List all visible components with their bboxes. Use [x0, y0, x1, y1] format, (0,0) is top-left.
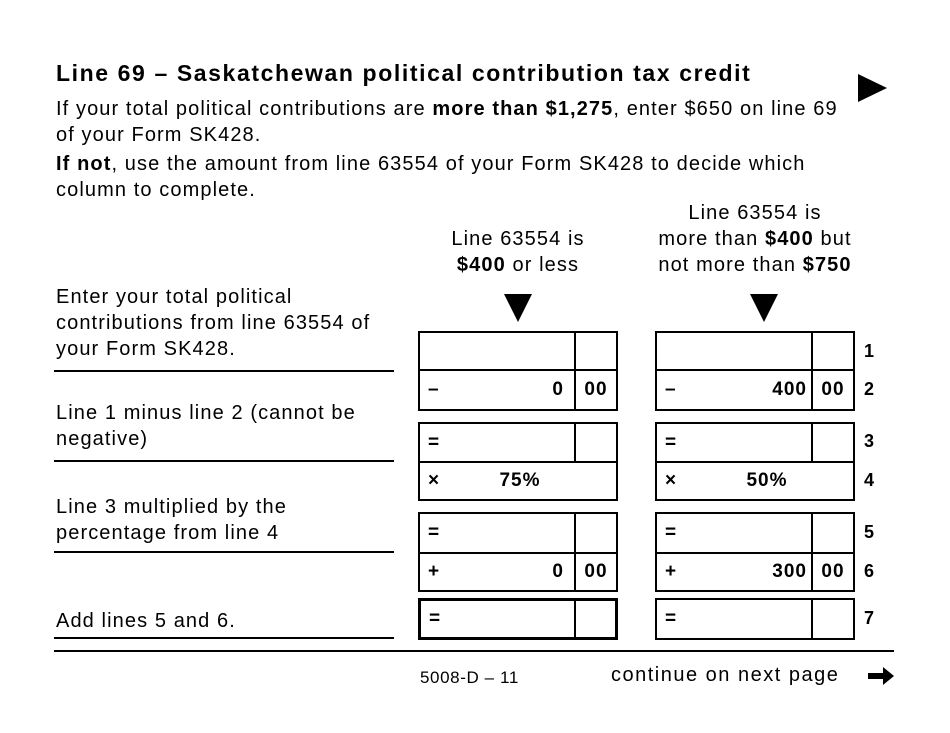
equals-sign: =	[665, 608, 677, 629]
col2-line-2-cents: 00	[821, 379, 845, 400]
column-2-heading-line	[630, 252, 880, 278]
col1-line-1-field[interactable]	[418, 331, 618, 371]
row-label-line-5: Line 3 multiplied by the percentage from line 4	[56, 496, 287, 544]
col2-line-6-cents: 00	[821, 561, 845, 582]
line-number: 3	[864, 431, 875, 451]
col2-line-6-field	[655, 552, 855, 592]
column-1-down-arrow-icon	[504, 294, 532, 322]
row-label-line-7: Add lines 5 and 6.	[56, 610, 236, 632]
col2-line-4-field	[655, 461, 855, 501]
col2-line-2-field	[655, 369, 855, 411]
column-1-heading-line: Line 63554 is	[451, 228, 585, 250]
col2-line-5-field[interactable]	[655, 512, 855, 554]
col2-line-7-field[interactable]	[655, 598, 855, 640]
column-2-text: but	[813, 228, 852, 250]
column-2-heading	[630, 200, 880, 278]
col1-line-5-field[interactable]	[418, 512, 618, 554]
intro-text: , use the amount from line 63554 of your Form SK428 to decide which column to complete.	[56, 153, 806, 201]
col1-line-2-field	[418, 369, 618, 411]
column-1-heading	[418, 226, 618, 278]
row-divider	[54, 460, 394, 462]
row-divider	[54, 551, 394, 553]
column-1-amount: $400	[456, 254, 506, 276]
multiply-sign: ×	[428, 470, 440, 491]
line-number: 5	[864, 522, 875, 542]
row-label-line-1: Enter your total political contributions from line 63554 of your Form SK428.	[56, 286, 371, 360]
intro-bold: If not	[56, 153, 112, 175]
column-2-heading-line	[630, 226, 880, 252]
col1-line-4-field	[418, 461, 618, 501]
right-arrow-icon[interactable]	[866, 664, 896, 688]
col1-line-7-field[interactable]	[418, 598, 618, 640]
column-2-heading-line: Line 63554 is	[688, 202, 822, 224]
col2-line-1-field[interactable]	[655, 331, 855, 371]
intro-text: If your total political contributions are	[56, 98, 433, 120]
equals-sign: =	[665, 431, 677, 453]
equals-sign: =	[665, 522, 677, 543]
section-title: Line 69 – Saskatchewan political contribution tax credit	[56, 60, 752, 86]
next-page-triangle-icon	[858, 74, 887, 102]
col2-line-2-dollars: 400	[772, 379, 807, 400]
col2-line-4-percentage: 50%	[746, 470, 788, 491]
intro-paragraph-2	[56, 151, 856, 203]
col1-line-4-percentage: 75%	[499, 470, 541, 491]
col1-line-2-cents: 00	[584, 379, 608, 400]
col1-line-2-dollars: 0	[552, 379, 564, 400]
plus-sign: +	[428, 561, 440, 582]
equals-sign: =	[429, 608, 441, 629]
row-divider	[54, 370, 394, 372]
intro-paragraph-1	[56, 96, 856, 148]
column-2-text: more than	[658, 228, 765, 250]
multiply-sign: ×	[665, 470, 677, 491]
line-number: 4	[864, 470, 875, 490]
row-label-line-3: Line 1 minus line 2 (cannot be negative)	[56, 402, 356, 450]
footer-divider	[54, 650, 894, 652]
plus-sign: +	[665, 561, 677, 582]
column-1-heading-line	[418, 252, 618, 278]
form-number: 5008-D – 11	[420, 668, 519, 687]
col2-line-6-dollars: 300	[772, 561, 807, 582]
minus-sign: –	[428, 379, 439, 400]
row-divider	[54, 637, 394, 639]
column-2-text: not more than	[658, 254, 803, 276]
column-2-amount: $750	[802, 254, 852, 276]
col1-line-6-dollars: 0	[552, 561, 564, 582]
equals-sign: =	[428, 431, 440, 453]
line-number: 2	[864, 379, 875, 399]
col2-line-3-field[interactable]	[655, 422, 855, 463]
intro-text: , enter $650 on line 69 of your Form SK428.	[56, 98, 838, 146]
line-number: 6	[864, 561, 875, 581]
column-1-text: or less	[505, 254, 580, 276]
column-2-amount: $400	[764, 228, 814, 250]
col1-line-6-cents: 00	[584, 561, 608, 582]
minus-sign: –	[665, 379, 676, 400]
col1-line-3-field[interactable]	[418, 422, 618, 463]
column-2-down-arrow-icon	[750, 294, 778, 322]
continue-link[interactable]: continue on next page	[611, 664, 840, 686]
intro-bold: more than $1,275	[432, 98, 614, 120]
line-number: 7	[864, 608, 875, 628]
equals-sign: =	[428, 522, 440, 543]
line-number: 1	[864, 341, 875, 361]
col1-line-6-field	[418, 552, 618, 592]
